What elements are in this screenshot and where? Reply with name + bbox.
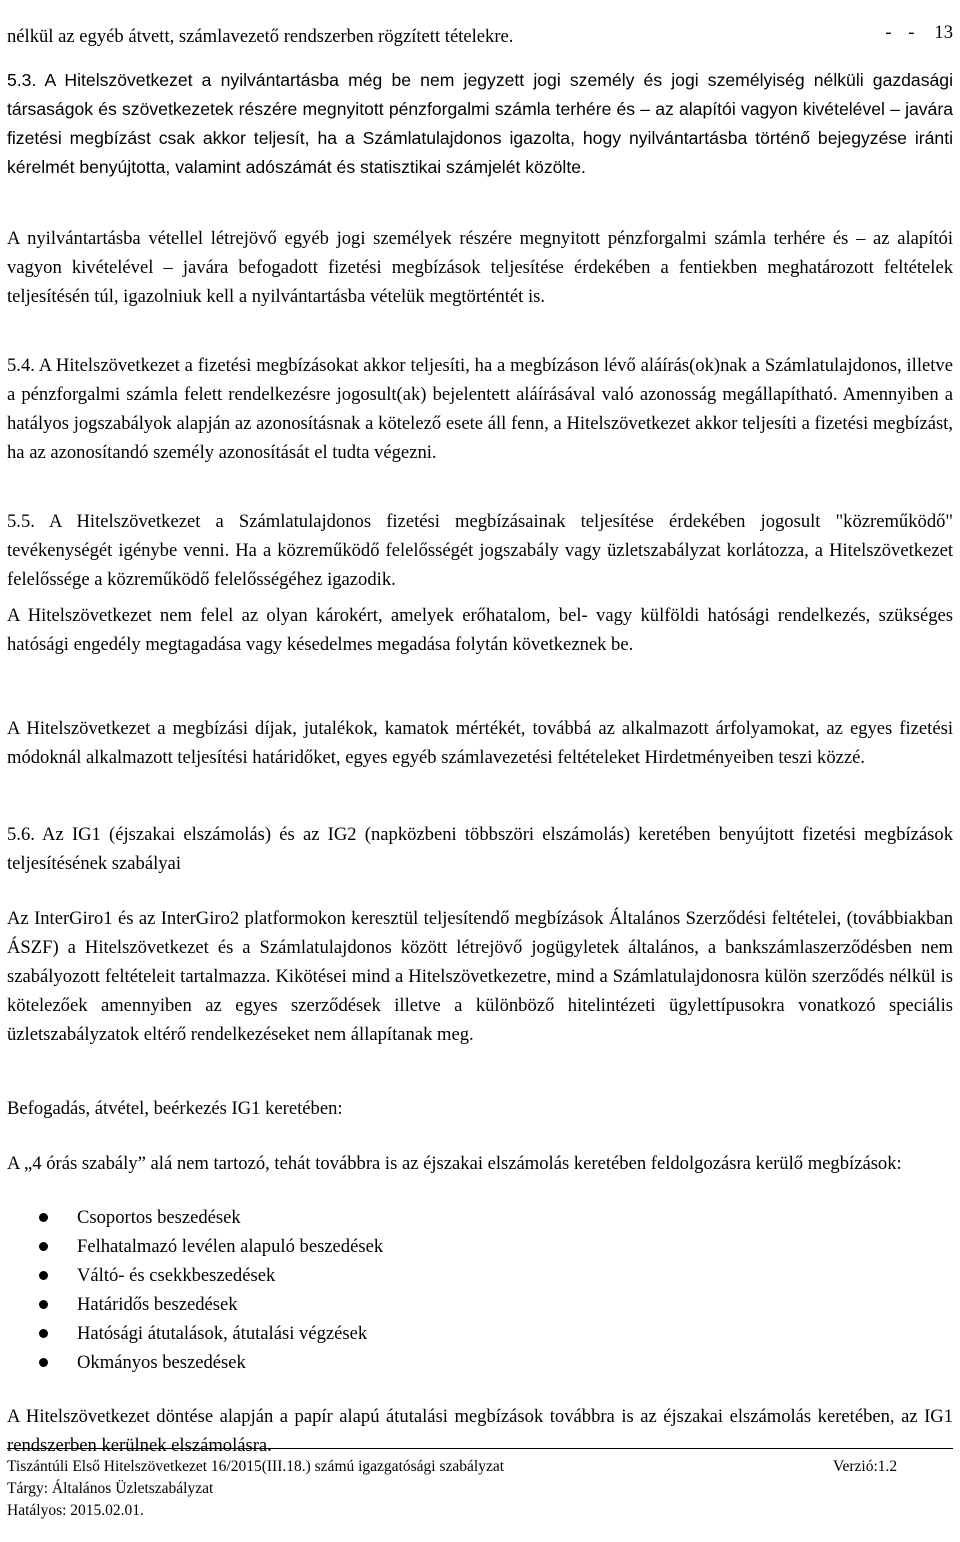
list-item xyxy=(7,1232,953,1261)
bullet-icon xyxy=(39,1242,48,1251)
list-item xyxy=(7,1290,953,1319)
footer-line-2: Tárgy: Általános Üzletszabályzat xyxy=(7,1480,214,1497)
section-5-5-paragraph-2: A Hitelszövetkezet nem felel az olyan károkért, amelyek erőhatalom, bel- vagy külföldi hatósági rendelkezés, szükséges hatósági engedély megtagadása vagy késedelmes megadása folytán következnek be. xyxy=(7,605,953,655)
list-item-text: Okmányos beszedések xyxy=(77,1352,246,1373)
bullet-icon xyxy=(39,1300,48,1309)
bullet-list xyxy=(7,1203,953,1377)
bullet-icon xyxy=(39,1329,48,1338)
subheading-ig1: Befogadás, átvétel, beérkezés IG1 keretében: xyxy=(7,1098,343,1119)
list-item xyxy=(7,1348,953,1377)
page-number-block xyxy=(885,22,953,44)
list-item-text: Csoportos beszedések xyxy=(77,1207,241,1228)
list-item-text: Váltó- és csekkbeszedések xyxy=(77,1265,276,1286)
footer-divider xyxy=(7,1448,953,1449)
page-number: 13 xyxy=(934,22,953,43)
list-item-text: Határidős beszedések xyxy=(77,1294,238,1315)
bullet-icon xyxy=(39,1271,48,1280)
page-dashes: - - xyxy=(885,22,921,43)
closing-paragraph: A Hitelszövetkezet döntése alapján a papír alapú átutalási megbízások továbbra is az éjszakai elszámolás keretében, az IG1 rendszerben kerülnek elszámolásra. xyxy=(7,1406,953,1456)
section-5-5-paragraph-3: A Hitelszövetkezet a megbízási díjak, jutalékok, kamatok mértékét, továbbá az alkalmazott árfolyamokat, az egyes fizetési módoknál alkalmazott teljesítési határidőket, egyes egyéb számlavezetési feltételeket Hirdetményeiben teszi közzé. xyxy=(7,718,953,768)
continuation-text: nélkül az egyéb átvett, számlavezető rendszerben rögzített tételekre. xyxy=(7,26,514,47)
section-5-4-paragraph: 5.4. A Hitelszövetkezet a fizetési megbízásokat akkor teljesíti, ha a megbízáson lévő aláírás(ok)nak a Számlatulajdonos, illetve a pénzforgalmi számla felett rendelkezésre jogosult(ak) bejelentett aláírásával való azonosság megállapítható. Amennyiben a hatályos jogszabályok alapján az azonosításnak a kötelező esete áll fenn, a Hitelszövetkezet akkor teljesíti a fizetési megbízást, ha az azonosítandó személy azonosítását el tudta végezni. xyxy=(7,355,953,463)
list-item-text: Felhatalmazó levélen alapuló beszedések xyxy=(77,1236,384,1257)
list-item-text: Hatósági átutalások, átutalási végzések xyxy=(77,1323,368,1344)
list-item xyxy=(7,1261,953,1290)
section-5-6-heading: 5.6. Az IG1 (éjszakai elszámolás) és az IG2 (napközbeni többszöri elszámolás) keretében benyújtott fizetési megbízások teljesítésének szabályai xyxy=(7,824,953,874)
footer-line-1: Tiszántúli Első Hitelszövetkezet 16/2015(III.18.) számú igazgatósági szabályzat xyxy=(7,1458,505,1475)
section-5-3-paragraph: 5.3. A Hitelszövetkezet a nyilvántartásba még be nem jegyzett jogi személy és jogi személyiség nélküli gazdasági társaságok és szövetkezetek részére megnyitott pénzforgalmi számla terhére és – az alapítói vagyon kivételével – javára fizetési megbízást csak akkor teljesít, ha a Számlatulajdonos igazolta, hogy nyilvántartásba történő bejegyzése iránti kérelmét benyújtotta, valamint adószámát és statisztikai számjelét közölte. xyxy=(7,70,953,177)
footer-version: Verzió:1.2 xyxy=(833,1458,898,1475)
section-5-6-paragraph: Az InterGiro1 és az InterGiro2 platformokon keresztül teljesítendő megbízások Általános Szerződési feltételei, (továbbiakban ÁSZF) a Hitelszövetkezet és a Számlatulajdonos között létrejövő jogügyletek általános, a bankszámlaszerződésben nem szabályozott feltételeit tartalmazza. Kikötései mind a Hitelszövetkezetre, mind a Számlatulajdonosra külön szerződés nélkül is kötelezőek amennyiben az egyes szerződések illetve a különböző hitelintézeti ügylettípusokra vonatkozó speciális üzletszabályzatok eltérő rendelkezéseket nem állapítanak meg. xyxy=(7,908,953,1045)
list-item xyxy=(7,1203,953,1232)
section-5-6-intro-list: A „4 órás szabály” alá nem tartozó, tehát továbbra is az éjszakai elszámolás keretében feldolgozásra kerülő megbízások: xyxy=(7,1153,902,1174)
list-item xyxy=(7,1319,953,1348)
bullet-icon xyxy=(39,1358,48,1367)
section-5-3-paragraph-2: A nyilvántartásba vétellel létrejövő egyéb jogi személyek részére megnyitott pénzforgalmi számla terhére és – az alapítói vagyon kivételével – javára befogadott fizetési megbízások teljesítése érdekében a fentiekben meghatározott feltételek teljesítésén túl, igazolniuk kell a nyilvántartásba vételük megtörténtét is. xyxy=(7,228,953,307)
bullet-icon xyxy=(39,1213,48,1222)
section-5-5-paragraph: 5.5. A Hitelszövetkezet a Számlatulajdonos fizetési megbízásainak teljesítése érdekében jogosult "közreműködő" tevékenységét igénybe venni. Ha a közreműködő felelősségét jogszabály vagy üzletszabályzat korlátozza, a Hitelszövetkezet felelőssége a közreműködő felelősségéhez igazodik. xyxy=(7,511,953,590)
footer-line-3: Hatályos: 2015.02.01. xyxy=(7,1502,144,1519)
page-header xyxy=(7,22,953,52)
